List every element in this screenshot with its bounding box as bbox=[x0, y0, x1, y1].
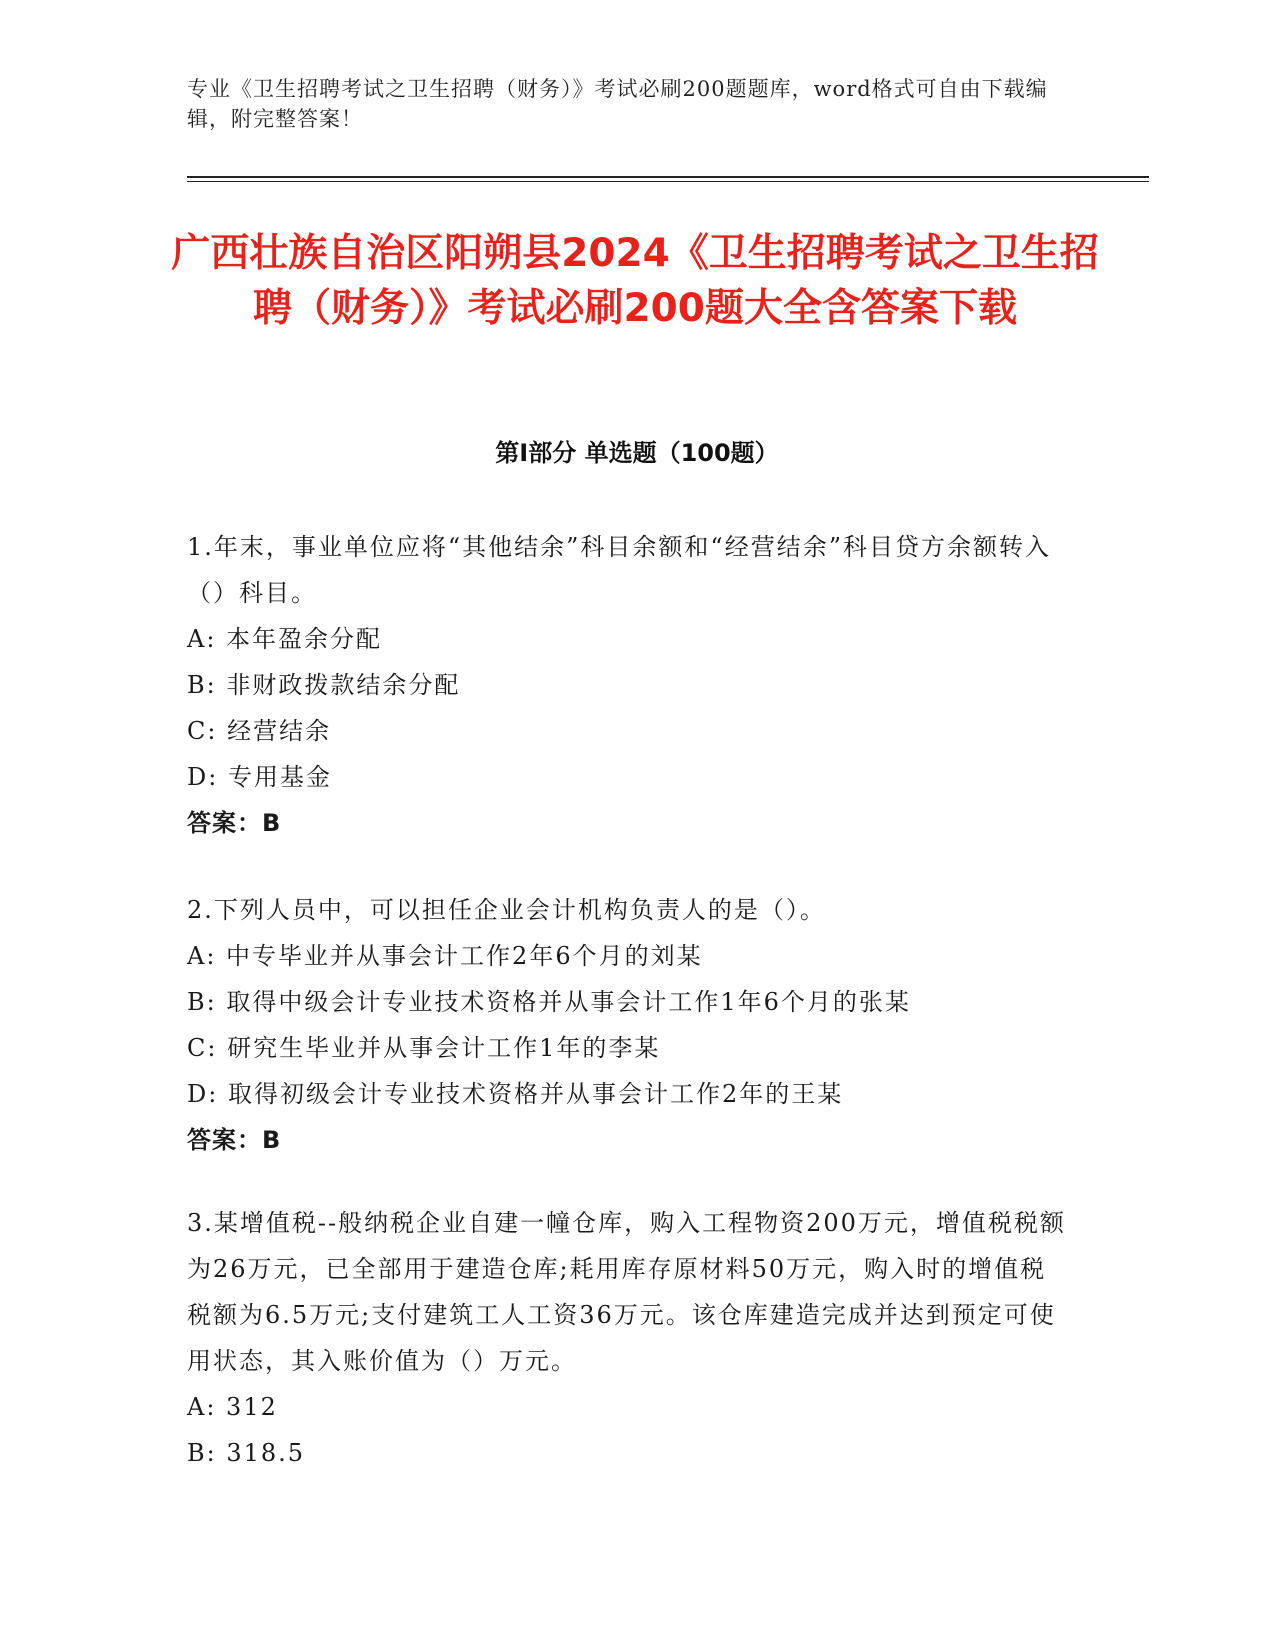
answer: 答案：B bbox=[187, 1126, 282, 1154]
option-a: A: 中专毕业并从事会计工作2年6个月的刘某 bbox=[187, 942, 703, 970]
question-stem: 3.某增值税--般纳税企业自建一幢仓库，购入工程物资200万元，增值税税额为26万元，已全部用于建造仓库;耗用库存原材料50万元，购入时的增值税税额为6.5万元;支付建筑工人工资36万元。该仓库建造完成并达到预定可使用状态，其入账价值为（）万元。 bbox=[187, 1209, 1066, 1375]
document-title: 广西壮族自治区阳朔县2024《卫生招聘考试之卫生招聘（财务）》考试必刷200题大全含答案下载 bbox=[171, 231, 1099, 331]
option-c: C: 研究生毕业并从事会计工作1年的李某 bbox=[187, 1034, 661, 1062]
option-b: B: 318.5 bbox=[187, 1439, 306, 1467]
option-a: A: 312 bbox=[187, 1393, 278, 1421]
answer: 答案：B bbox=[187, 809, 282, 837]
header-note: 专业《卫生招聘考试之卫生招聘（财务）》考试必刷200题题库，word格式可自由下载编辑，附完整答案！ bbox=[187, 77, 1048, 131]
question-2 bbox=[187, 887, 1067, 1163]
option-c: C: 经营结余 bbox=[187, 717, 332, 745]
question-stem: 1.年末，事业单位应将“其他结余”科目余额和“经营结余”科目贷方余额转入（）科目。 bbox=[187, 533, 1051, 607]
option-d: D: 取得初级会计专业技术资格并从事会计工作2年的王某 bbox=[187, 1080, 844, 1108]
question-3 bbox=[187, 1200, 1067, 1476]
option-a: A: 本年盈余分配 bbox=[187, 625, 383, 653]
option-d: D: 专用基金 bbox=[187, 763, 332, 791]
header-divider-thin bbox=[187, 181, 1149, 182]
option-b: B: 非财政拨款结余分配 bbox=[187, 671, 461, 699]
option-b: B: 取得中级会计专业技术资格并从事会计工作1年6个月的张某 bbox=[187, 988, 911, 1016]
header-divider-thick bbox=[187, 176, 1149, 178]
question-1 bbox=[187, 524, 1067, 846]
question-stem: 2.下列人员中，可以担任企业会计机构负责人的是（）。 bbox=[187, 896, 826, 924]
section-title: 第Ⅰ部分 单选题（100题） bbox=[495, 439, 779, 467]
